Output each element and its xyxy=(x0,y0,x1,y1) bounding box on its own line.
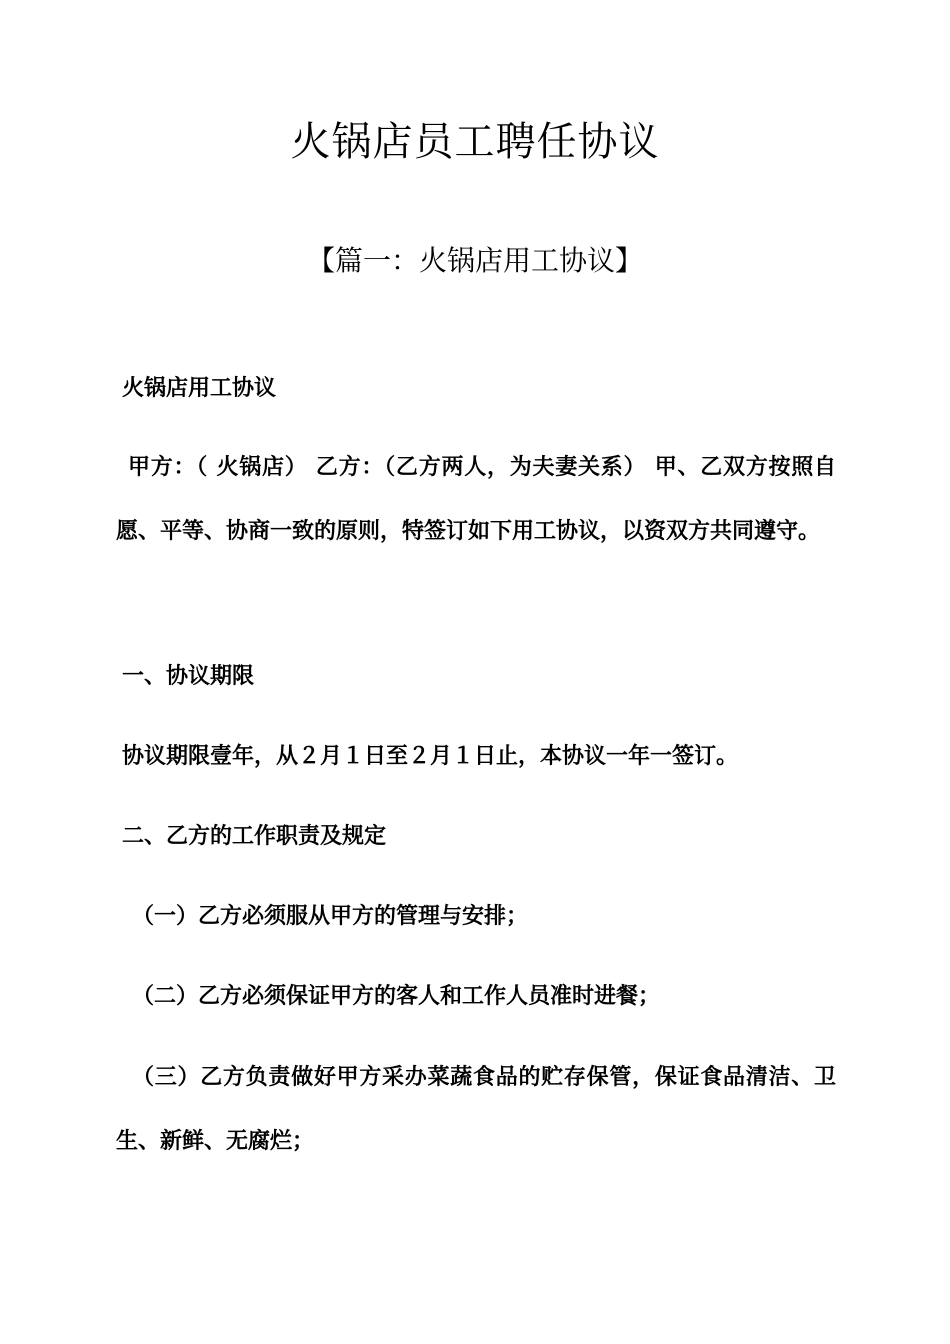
clause-2-item-1: （一）乙方必须服从甲方的管理与安排； xyxy=(132,904,529,929)
clause-2-heading: 二、乙方的工作职责及规定 xyxy=(122,824,387,849)
intro-paragraph: 甲方：（ 火锅店） 乙方：（乙方两人，为夫妻关系） 甲、乙双方按照自愿、平等、协商一致的原则，特签订如下用工协议，以资双方共同遵守。 xyxy=(116,455,836,544)
section-heading: 【篇一：火锅店用工协议】 xyxy=(306,244,643,277)
clause-1-text: 协议期限壹年，从２月１日至２月１日止，本协议一年一签订。 xyxy=(122,744,739,769)
clause-1-heading: 一、协议期限 xyxy=(122,664,255,689)
document-title: 火锅店员工聘任协议 xyxy=(290,119,660,165)
agreement-title: 火锅店用工协议 xyxy=(122,376,277,401)
clause-2-item-3: （三）乙方负责做好甲方采办菜蔬食品的贮存保管，保证食品清洁、卫生、新鲜、无腐烂； xyxy=(116,1065,836,1154)
clause-2-item-2: （二）乙方必须保证甲方的客人和工作人员准时进餐； xyxy=(132,984,661,1009)
